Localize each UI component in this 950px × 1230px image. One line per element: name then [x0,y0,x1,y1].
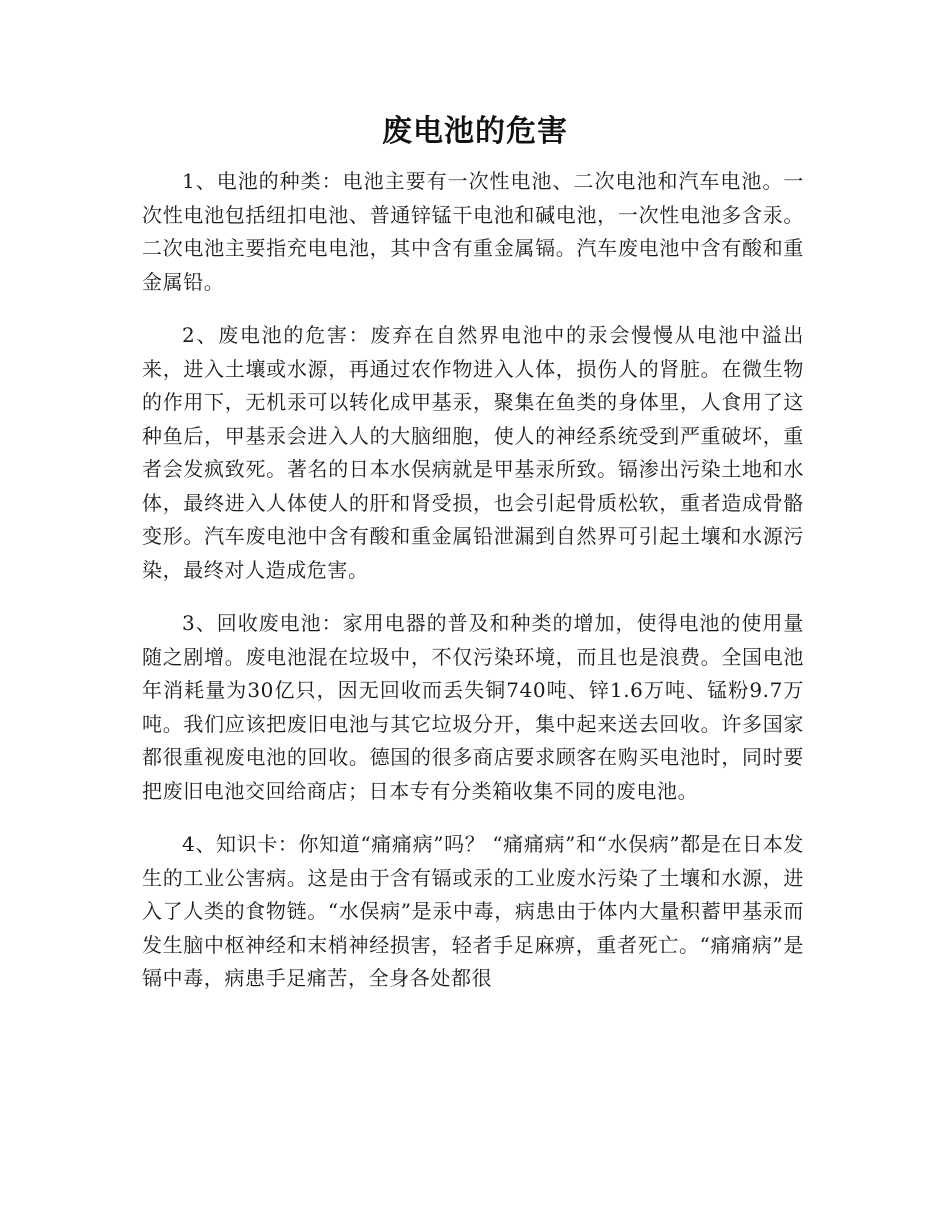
document-body [142,165,804,996]
paragraph-battery-hazards: 2、废电池的危害：废弃在自然界电池中的汞会慢慢从电池中溢出来，进入土壤或水源，再通过农作物进入人体，损伤人的肾脏。在微生物的作用下，无机汞可以转化成甲基汞，聚集在鱼类的身体里，人食用了这种鱼后，甲基汞会进入人的大脑细胞，使人的神经系统受到严重破坏，重者会发疯致死。著名的日本水俣病就是甲基汞所致。镉渗出污染土地和水体，最终进入人体使人的肝和肾受损，也会引起骨质松软，重者造成骨骼变形。汽车废电池中含有酸和重金属铅泄漏到自然界可引起土壤和水源污染，最终对人造成危害。 [142,323,804,582]
paragraph-battery-recycling: 3、回收废电池：家用电器的普及和种类的增加，使得电池的使用量随之剧增。废电池混在垃圾中，不仅污染环境，而且也是浪费。全国电池年消耗量为30亿只，因无回收而丢失铜740吨、锌1.6万吨、锰粉9.7万吨。我们应该把废旧电池与其它垃圾分开，集中起来送去回收。许多国家都很重视废电池的回收。德国的很多商店要求顾客在购买电池时，同时要把废旧电池交回给商店；日本专有分类箱收集不同的废电池。 [142,611,804,803]
paragraph-battery-types: 1、电池的种类：电池主要有一次性电池、二次电池和汽车电池。一次性电池包括纽扣电池、普通锌锰干电池和碱电池，一次性电池多含汞。二次电池主要指充电电池，其中含有重金属镉。汽车废电池中含有酸和重金属铅。 [142,169,804,294]
document-title: 废电池的危害 [382,114,568,149]
paragraph-knowledge-card: 4、知识卡：你知道“痛痛病”吗？ “痛痛病”和“水俣病”都是在日本发生的工业公害病。这是由于含有镉或汞的工业废水污染了土壤和水源，进入了人类的食物链。“水俣病”是汞中毒，病患由于体内大量积蓄甲基汞而发生脑中枢神经和末梢神经损害，轻者手足麻痹，重者死亡。“痛痛病”是镉中毒，病患手足痛苦，全身各处都很 [142,832,804,990]
